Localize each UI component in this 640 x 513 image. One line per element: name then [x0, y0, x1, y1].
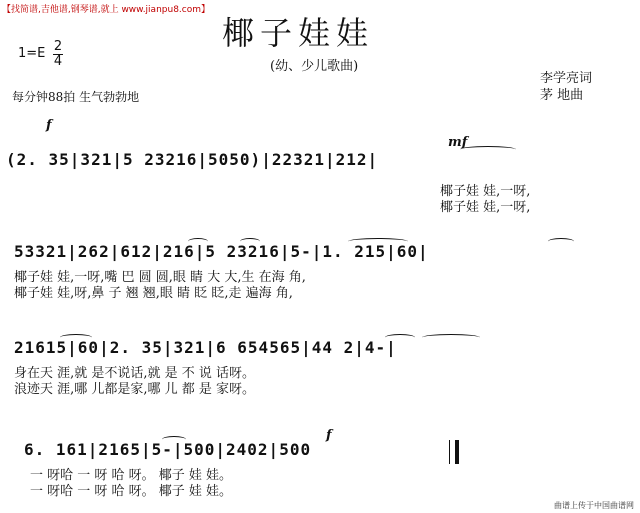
dynamic-mezzo-forte: mf: [448, 135, 468, 150]
slur-mark: [188, 238, 208, 245]
time-signature-bottom: 4: [53, 54, 63, 69]
lyrics-row-2-verse-2: 椰子娃 娃,呀,鼻 子 翘 翘,眼 睛 眨 眨,走 遍海 角,: [14, 286, 293, 301]
lyrics-row-1-verse-1: 椰子娃 娃,一呀,: [440, 184, 531, 199]
notation-row-2: 53321|262|612|216|5 23216|5-|1. 215|60|: [14, 242, 429, 261]
final-barline-thin: [449, 440, 450, 464]
lyrics-row-3-verse-2: 浪迹天 涯,哪 儿都是家,哪 儿 都 是 家呀。: [14, 382, 256, 397]
final-barline-thick: [455, 440, 459, 464]
slur-mark: [385, 334, 415, 341]
lyrics-row-4-verse-1: 一 呀哈 一 呀 哈 呀。 椰子 娃 娃。: [30, 468, 233, 483]
dynamic-forte-2: f: [326, 428, 332, 443]
lyrics-row-1-verse-2: 椰子娃 娃,一呀,: [440, 200, 531, 215]
lyrics-row-4-verse-2: 一 呀哈 一 呀 哈 呀。 椰子 娃 娃。: [30, 484, 233, 499]
lyrics-row-3-verse-1: 身在天 涯,就 是不说话,就 是 不 说 话呀。: [14, 366, 256, 381]
dynamic-forte-1: f: [46, 118, 52, 133]
notation-row-4: 6. 161|2165|5-|500|2402|500: [24, 440, 312, 459]
slur-mark: [162, 436, 186, 443]
time-signature: [52, 40, 64, 69]
site-banner: 【找简谱,吉他谱,钢琴谱,就上 www.jianpu8.com】: [2, 5, 211, 15]
slur-mark: [548, 238, 574, 245]
lyricist-credit: 李学亮词: [540, 71, 593, 86]
time-signature-top: 2: [53, 39, 63, 54]
lyrics-row-2-verse-1: 椰子娃 娃,一呀,嘴 巴 圆 圆,眼 睛 大 大,生 在海 角,: [14, 270, 306, 285]
key-signature: 1=E: [18, 46, 46, 61]
slur-mark: [240, 238, 260, 245]
slur-mark: [348, 238, 408, 245]
slur-mark: [422, 334, 480, 341]
slur-mark: [460, 146, 516, 153]
song-subtitle: (幼、少儿歌曲): [270, 59, 359, 74]
song-title: 椰子娃娃: [222, 14, 375, 52]
footer-credit: 曲谱上传于中国曲谱网: [554, 501, 634, 510]
credits: [540, 70, 592, 104]
tempo-marking: 每分钟88拍 生气勃勃地: [12, 90, 140, 104]
notation-row-3: 21615|60|2. 35|321|6 654565|44 2|4-|: [14, 338, 397, 357]
composer-credit: 茅 地曲: [540, 88, 584, 103]
slur-mark: [60, 334, 92, 341]
notation-row-1: (2. 35|321|5 23216|5050)|22321|212|: [6, 150, 379, 169]
